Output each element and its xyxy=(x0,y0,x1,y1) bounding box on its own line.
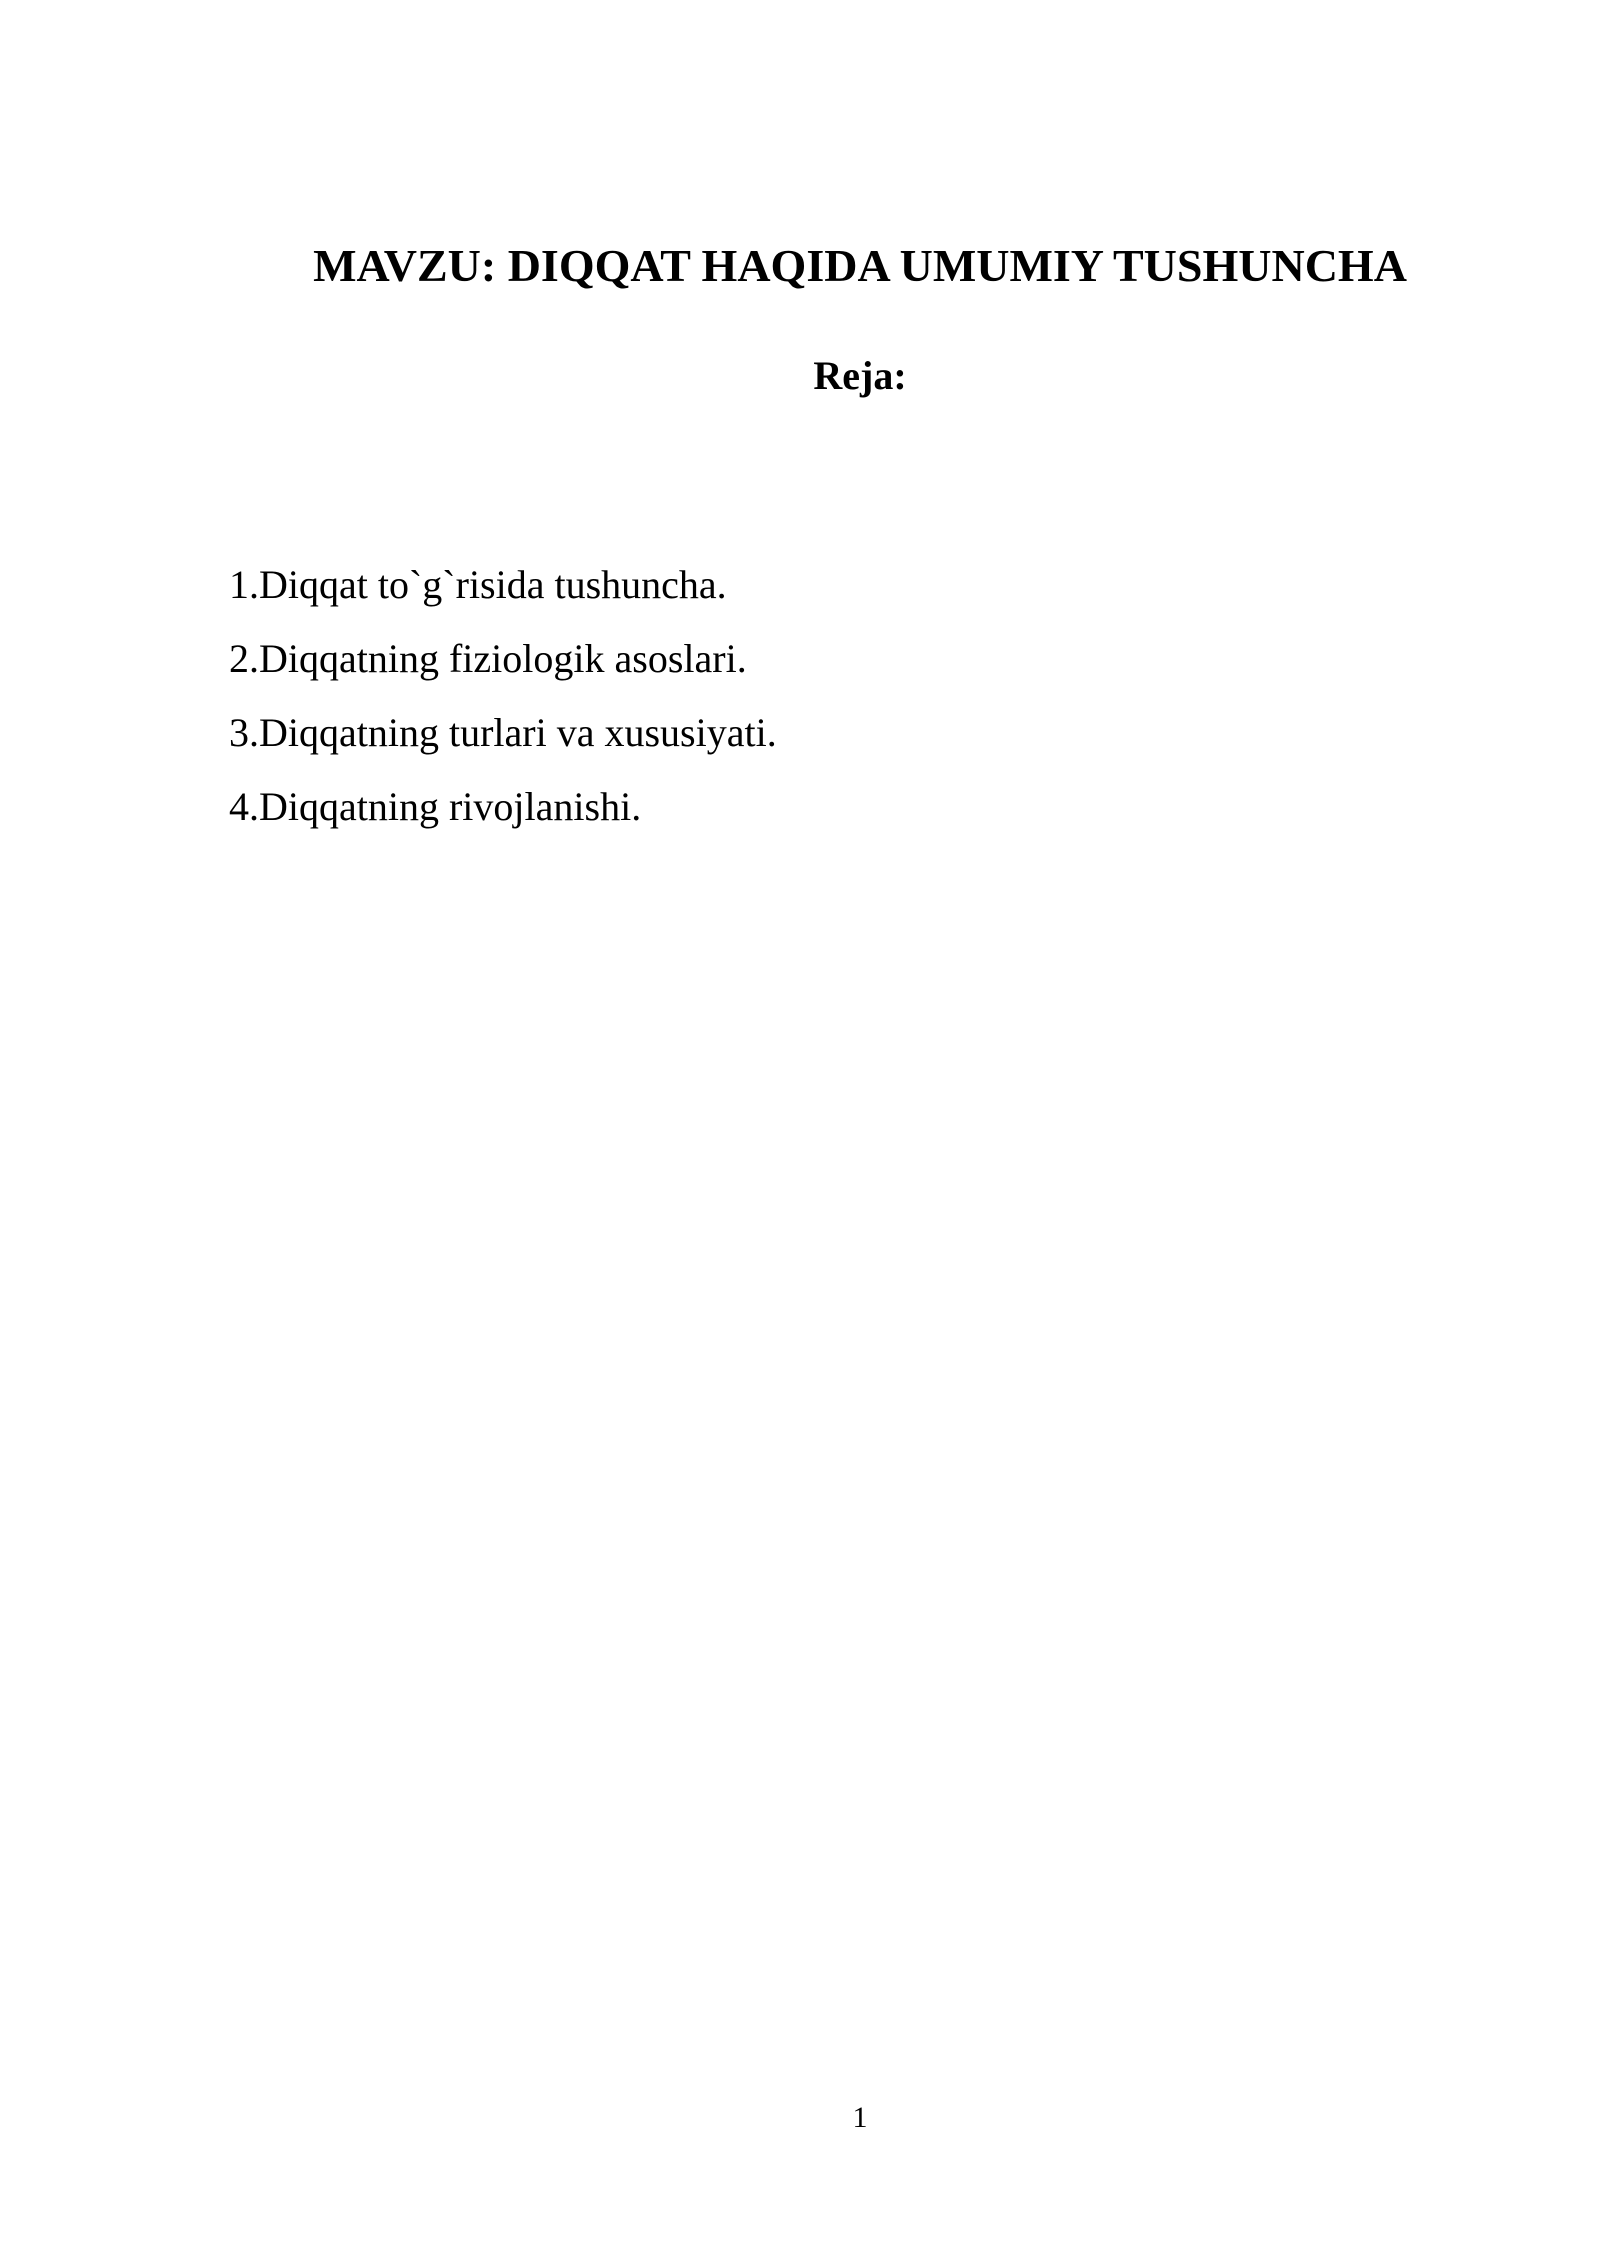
plan-item: 1.Diqqat to`g`risida tushuncha. xyxy=(229,562,727,607)
document-title: MAVZU: DIQQAT HAQIDA UMUMIY TUSHUNCHA xyxy=(313,240,1407,291)
page-number: 1 xyxy=(852,2101,868,2134)
plan-item: 4.Diqqatning rivojlanishi. xyxy=(229,784,642,829)
plan-item: 3.Diqqatning turlari va xususiyati. xyxy=(229,710,777,755)
plan-list xyxy=(229,548,777,844)
plan-item: 2.Diqqatning fiziologik asoslari. xyxy=(229,636,747,681)
plan-heading: Reja: xyxy=(813,353,907,398)
